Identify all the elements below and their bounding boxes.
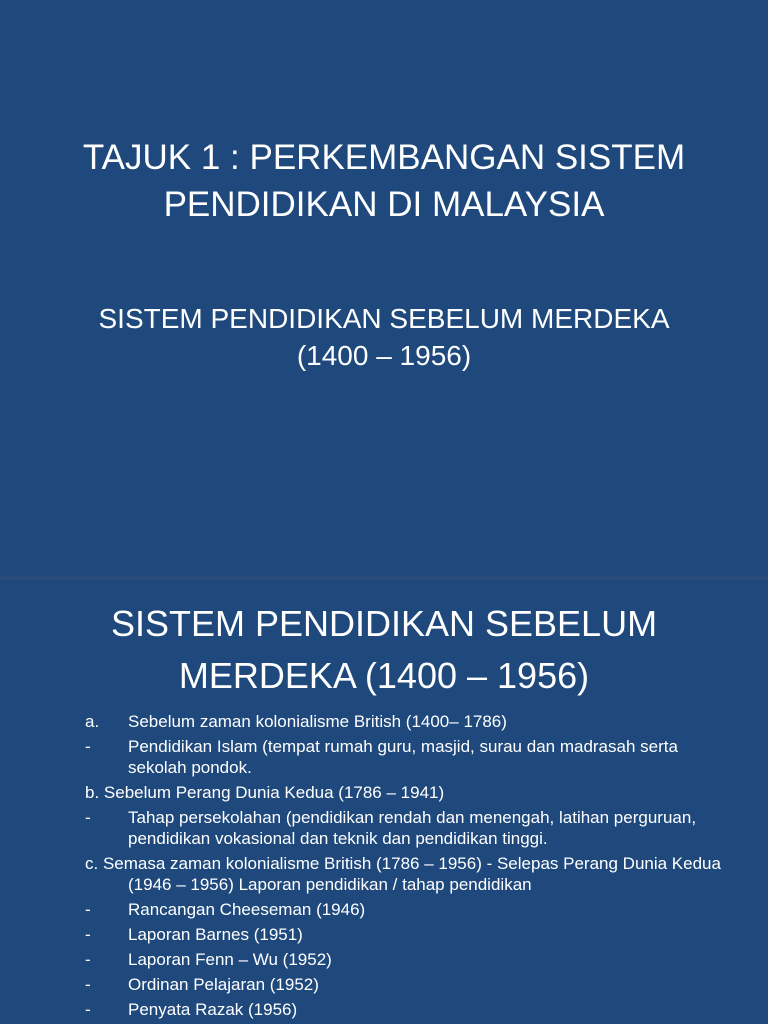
list-item bbox=[85, 899, 735, 920]
list-item-text: Ordinan Pelajaran (1952) bbox=[128, 975, 319, 994]
list-item-text: Tahap persekolahan (pendidikan rendah dan menengah, latihan perguruan, pendidikan vokasional dan teknik dan pendidikan tinggi. bbox=[128, 808, 697, 848]
slide-1-subtitle: SISTEM PENDIDIKAN SEBELUM MERDEKA (1400 – 1956) bbox=[98, 303, 670, 371]
list-item bbox=[85, 999, 735, 1020]
list-item bbox=[85, 949, 735, 970]
list-item bbox=[85, 782, 735, 803]
slide-2 bbox=[0, 580, 768, 1024]
list-item-text: Sebelum zaman kolonialisme British (1400– 1786) bbox=[128, 712, 507, 731]
list-item bbox=[85, 924, 735, 945]
list-marker: - bbox=[85, 737, 91, 756]
list-marker: - bbox=[85, 950, 91, 969]
list-item-text: Laporan Barnes (1951) bbox=[128, 925, 303, 944]
list-item-text: Laporan Fenn – Wu (1952) bbox=[128, 950, 332, 969]
list-item bbox=[85, 853, 735, 895]
list-item-text: Penyata Razak (1956) bbox=[128, 1000, 298, 1019]
list-marker: - bbox=[85, 925, 91, 944]
list-item-text: b. Sebelum Perang Dunia Kedua (1786 – 1941) bbox=[85, 783, 445, 802]
list-item bbox=[85, 711, 735, 732]
list-item-text: Rancangan Cheeseman (1946) bbox=[128, 900, 366, 919]
list-marker: - bbox=[85, 808, 91, 827]
list-item-text: c. Semasa zaman kolonialisme British (1786 – 1956) - Selepas Perang Dunia Kedua (1946 – 1956) Laporan pendidikan / tahap pendidikan bbox=[85, 854, 721, 894]
list-marker: - bbox=[85, 975, 91, 994]
slide-2-title: SISTEM PENDIDIKAN SEBELUM MERDEKA (1400 – 1956) bbox=[110, 603, 658, 696]
list-item bbox=[85, 736, 735, 778]
slide-2-content-list bbox=[85, 711, 735, 1024]
list-marker: - bbox=[85, 900, 91, 919]
list-item bbox=[85, 974, 735, 995]
list-item bbox=[85, 807, 735, 849]
list-marker: a. bbox=[85, 712, 100, 731]
list-item-text: Pendidikan Islam (tempat rumah guru, masjid, surau dan madrasah serta sekolah pondok. bbox=[128, 737, 678, 777]
slide-1-title: TAJUK 1 : PERKEMBANGAN SISTEM PENDIDIKAN DI MALAYSIA bbox=[82, 138, 686, 224]
list-marker: - bbox=[85, 1000, 91, 1019]
